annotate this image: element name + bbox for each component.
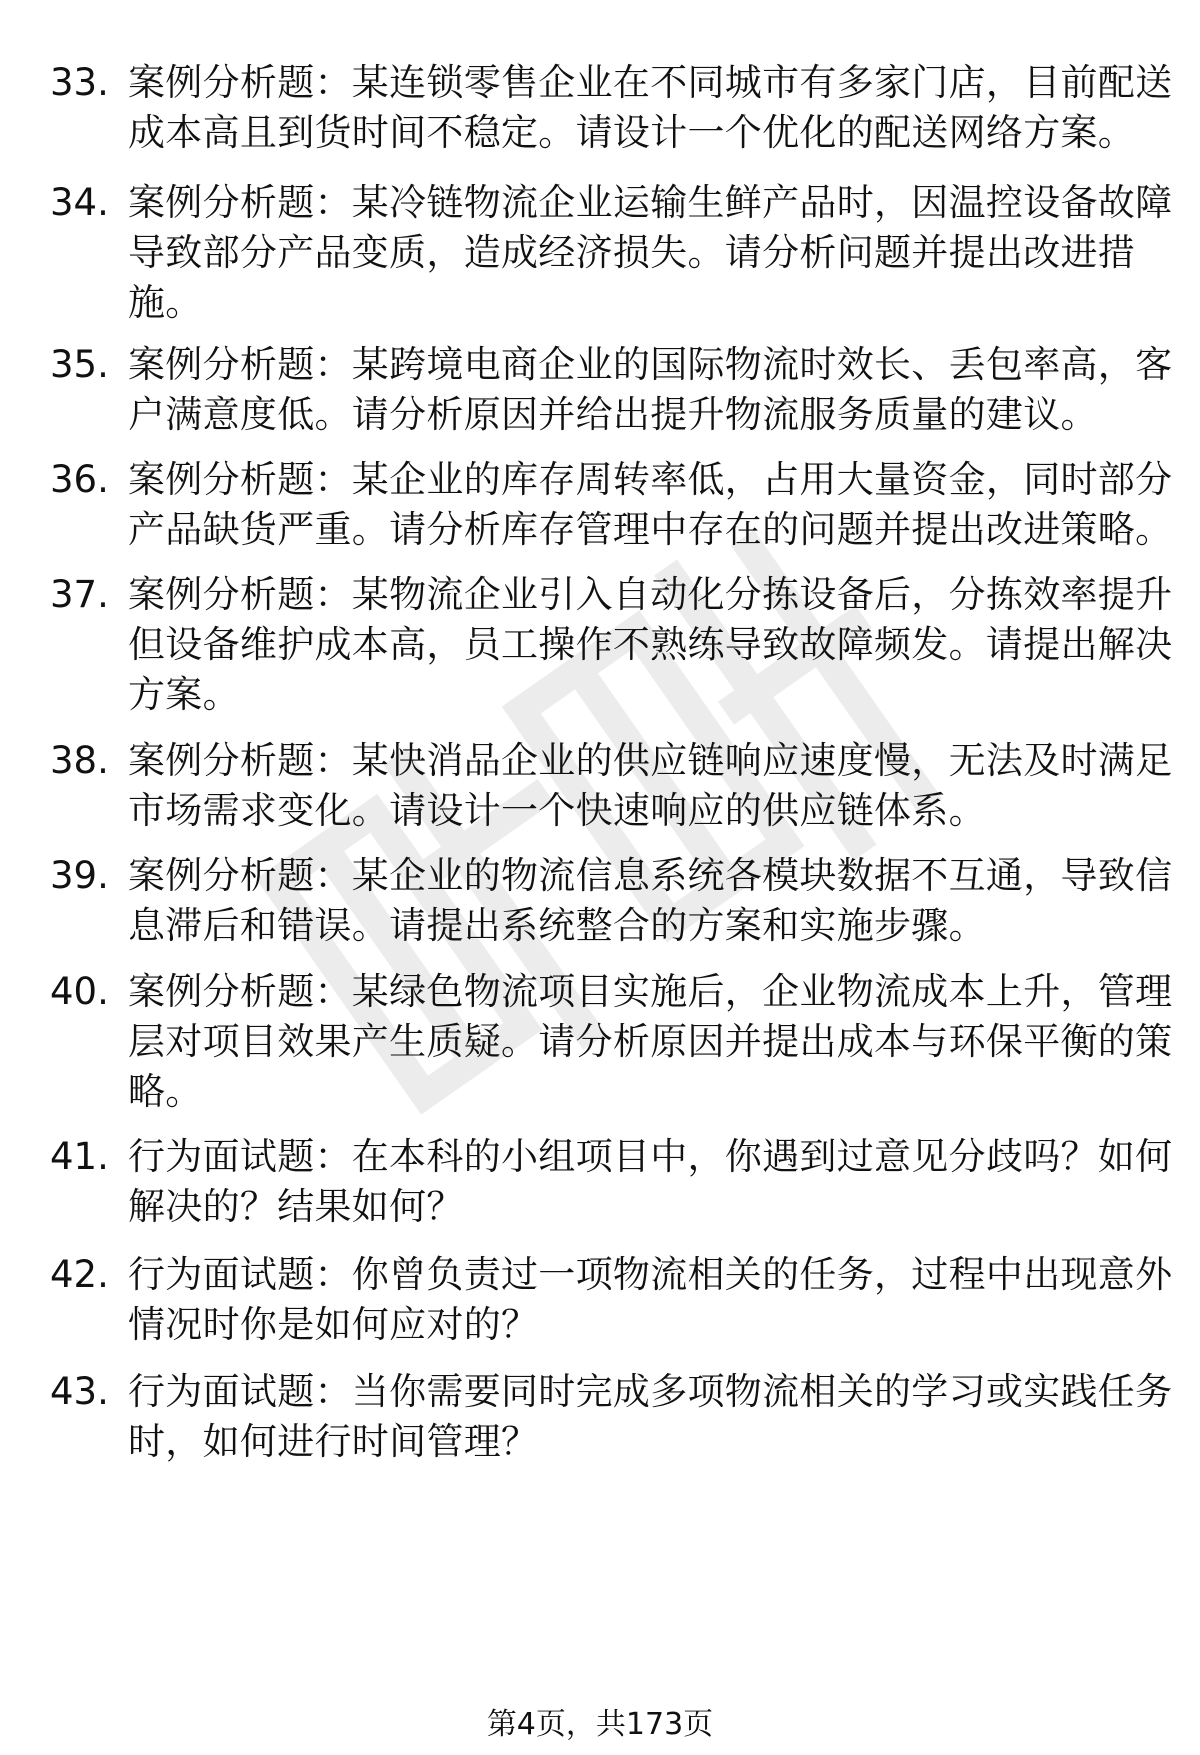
- question-line: 案例分析题：某企业的物流信息系统各模块数据不互通，导致信: [128, 854, 1173, 897]
- question-line: 情况时你是如何应对的？: [128, 1303, 539, 1346]
- question-line: 成本高且到货时间不稳定。请设计一个优化的配送网络方案。: [128, 111, 1136, 154]
- question-line: 息滞后和错误。请提出系统整合的方案和实施步骤。: [128, 904, 986, 947]
- question-text: [128, 570, 1173, 720]
- question-line: 施。: [128, 281, 203, 324]
- question-line: 方案。: [128, 673, 240, 716]
- question-number: 33.: [50, 61, 109, 104]
- question-line: 导致部分产品变质，造成经济损失。请分析问题并提出改进措: [128, 231, 1136, 274]
- question-line: 案例分析题：某快消品企业的供应链响应速度慢，无法及时满足: [128, 739, 1173, 782]
- question-line: 行为面试题：当你需要同时完成多项物流相关的学习或实践任务: [128, 1370, 1173, 1413]
- question-line: 层对项目效果产生质疑。请分析原因并提出成本与环保平衡的策: [128, 1020, 1173, 1063]
- question-line: 行为面试题：在本科的小组项目中，你遇到过意见分歧吗？如何: [128, 1135, 1173, 1178]
- question-line: 产品缺货严重。请分析库存管理中存在的问题并提出改进策略。: [128, 508, 1173, 551]
- question-line: 案例分析题：某企业的库存周转率低，占用大量资金，同时部分: [128, 458, 1173, 501]
- question-number: 40.: [50, 970, 109, 1013]
- question-number: 34.: [50, 181, 109, 224]
- question-text: [128, 967, 1173, 1117]
- page-number-label: 第4页，共173页: [486, 1707, 714, 1742]
- question-number: 35.: [50, 343, 109, 386]
- question-text: [128, 455, 1173, 555]
- question-line: 时，如何进行时间管理？: [128, 1420, 539, 1463]
- question-line: 市场需求变化。请设计一个快速响应的供应链体系。: [128, 789, 986, 832]
- question-line: 户满意度低。请分析原因并给出提升物流服务质量的建议。: [128, 393, 1098, 436]
- question-number: 41.: [50, 1135, 109, 1178]
- question-number: 39.: [50, 854, 109, 897]
- question-line: 但设备维护成本高，员工操作不熟练导致故障频发。请提出解决: [128, 623, 1173, 666]
- question-line: 案例分析题：某冷链物流企业运输生鲜产品时，因温控设备故障: [128, 181, 1173, 224]
- question-line: 案例分析题：某绿色物流项目实施后，企业物流成本上升，管理: [128, 970, 1173, 1013]
- question-line: 案例分析题：某连锁零售企业在不同城市有多家门店，目前配送: [128, 61, 1173, 104]
- question-number: 36.: [50, 458, 109, 501]
- question-line: 案例分析题：某物流企业引入自动化分拣设备后，分拣效率提升: [128, 573, 1173, 616]
- question-number: 37.: [50, 573, 109, 616]
- question-line: 略。: [128, 1070, 203, 1113]
- question-number: 42.: [50, 1253, 109, 1296]
- question-text: [128, 1132, 1173, 1232]
- question-number: 38.: [50, 739, 109, 782]
- question-text: [128, 178, 1173, 328]
- question-text: [128, 1250, 1173, 1350]
- question-text: [128, 340, 1173, 440]
- question-text: [128, 58, 1173, 158]
- question-text: [128, 736, 1173, 836]
- question-number: 43.: [50, 1370, 109, 1413]
- question-text: [128, 851, 1173, 951]
- question-line: 行为面试题：你曾负责过一项物流相关的任务，过程中出现意外: [128, 1253, 1173, 1296]
- question-text: [128, 1367, 1173, 1467]
- question-line: 案例分析题：某跨境电商企业的国际物流时效长、丢包率高，客: [128, 343, 1173, 386]
- page-footer: [0, 1705, 1200, 1745]
- question-line: 解决的？结果如何？: [128, 1185, 464, 1228]
